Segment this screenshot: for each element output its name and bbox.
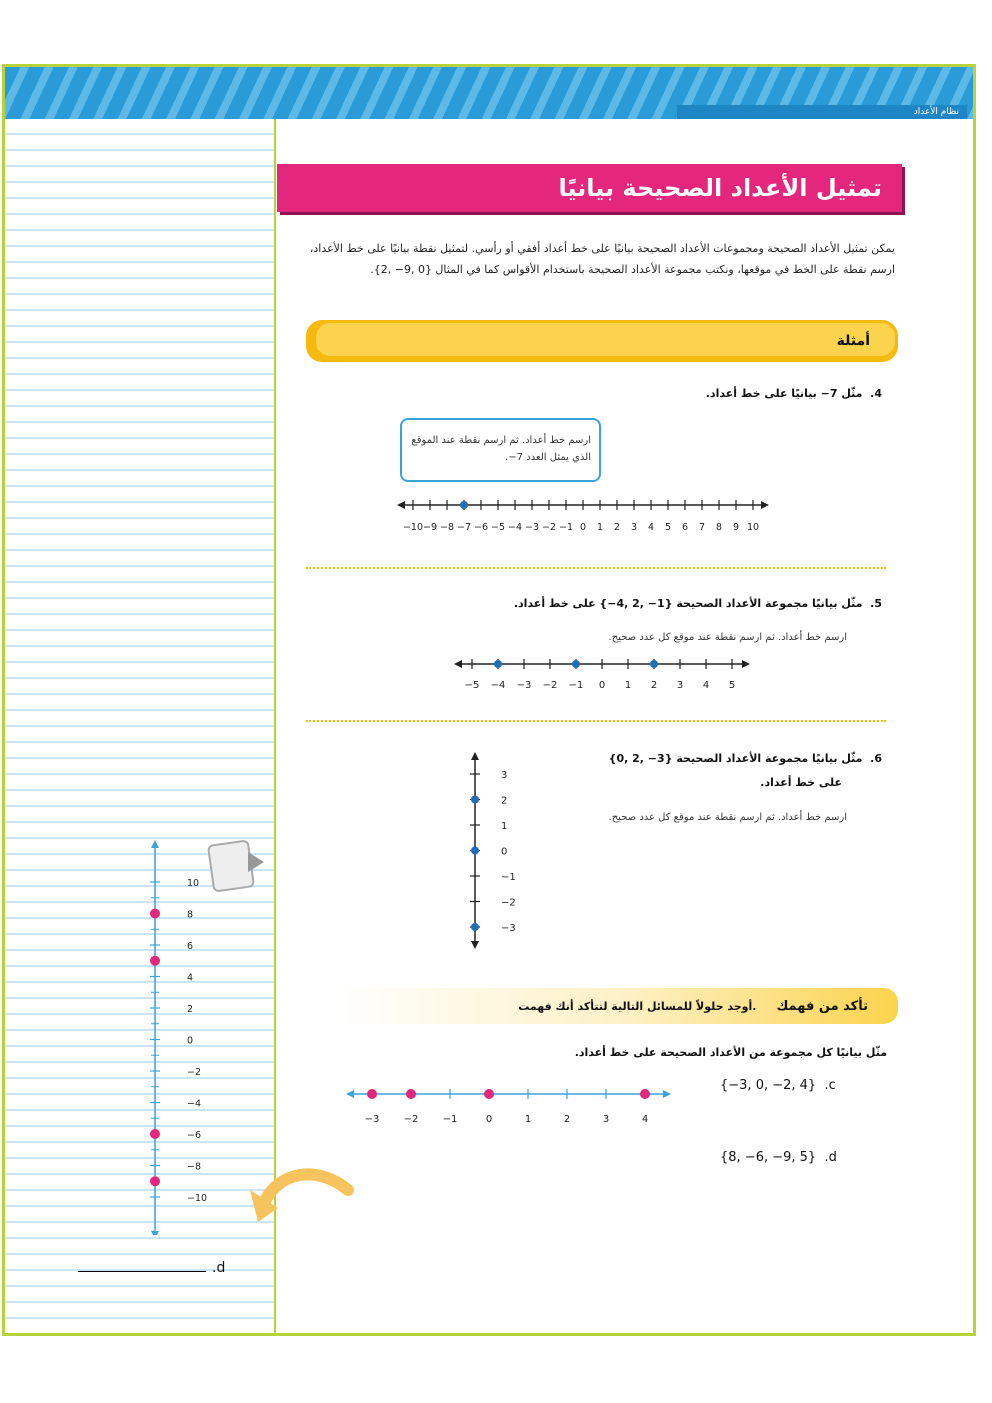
header-bar: [5, 67, 973, 119]
tick-label: 2: [187, 1004, 194, 1015]
tick-label: 5: [728, 680, 736, 691]
example-4-callout: ارسم خط أعداد. ثم ارسم نقطة عند الموقع الذي يمثل العدد 7−.: [400, 418, 601, 482]
tick-label: 2: [563, 1114, 571, 1125]
tick-label: −2: [542, 680, 558, 691]
item-d: [720, 1150, 837, 1165]
example-5-number: 5.: [870, 597, 882, 610]
tick-label: 7: [698, 522, 706, 533]
tick-label: −3: [364, 1114, 380, 1125]
tick-label: −10: [402, 522, 424, 533]
check-instruction: مثّل بيانيًا كل مجموعة من الأعداد الصحيحة على خط أعداد.: [574, 1046, 887, 1059]
tick-label: −1: [442, 1114, 458, 1125]
tick-label: −1: [558, 522, 574, 533]
curved-arrow-icon: [248, 1160, 358, 1240]
tick-label: −2: [541, 522, 557, 533]
example-6-number-line: [455, 748, 525, 953]
tick-label: −6: [473, 522, 489, 533]
plotted-point: [150, 909, 160, 919]
tick-label: −7: [456, 522, 472, 533]
divider-2: [306, 720, 886, 722]
tick-label: 2: [650, 680, 658, 691]
arrow-right-icon: [663, 1090, 671, 1098]
divider-1: [306, 567, 886, 569]
tick-label: 6: [681, 522, 689, 533]
arrow-left-icon: [454, 660, 462, 668]
example-6-text-2: على خط أعداد.: [760, 776, 842, 789]
lesson-title: [277, 164, 902, 212]
tick-label: 4: [641, 1114, 649, 1125]
tick-label: −6: [187, 1130, 202, 1141]
examples-label: أمثلة: [836, 333, 870, 349]
plotted-point: [650, 660, 658, 668]
example-5-text: مثّل بيانيًا مجموعة الأعداد الصحيحة {1− ,2 ,4−} على خط أعداد.: [513, 597, 863, 610]
tick-label: −9: [422, 522, 438, 533]
arrow-left-icon: [397, 501, 405, 509]
arrow-left-icon: [346, 1090, 354, 1098]
plotted-point: [471, 923, 479, 931]
plotted-point: [572, 660, 580, 668]
tick-label: 1: [624, 680, 632, 691]
arrow-right-icon: [248, 852, 264, 872]
tick-label: 0: [579, 522, 587, 533]
arrow-down-icon: [471, 941, 479, 949]
item-d-set: {8, −6, −9, 5}: [720, 1150, 817, 1165]
examples-banner: [306, 320, 898, 362]
tick-label: 1: [596, 522, 604, 533]
check-label: تأكد من فهمك: [776, 998, 868, 1014]
plotted-point: [494, 660, 502, 668]
tick-label: −3: [501, 923, 516, 934]
plotted-point: [367, 1089, 377, 1099]
tick-label: −2: [187, 1067, 202, 1078]
example-4-number-line: [395, 480, 785, 540]
example-6-hint: ارسم خط أعداد. ثم ارسم نقطة عند موقع كل عدد صحيح.: [608, 812, 847, 823]
item-d-letter: .d: [824, 1150, 837, 1165]
tick-label: 0: [187, 1035, 194, 1047]
answer-label: .d: [212, 1260, 226, 1276]
tick-label: 1: [524, 1114, 532, 1125]
tick-label: 0: [598, 680, 606, 691]
lesson-title-text: تمثيل الأعداد الصحيحة بيانيًا: [558, 174, 882, 202]
tick-label: 4: [702, 680, 710, 691]
tick-label: −4: [490, 680, 506, 691]
arrow-right-icon: [742, 660, 750, 668]
item-c-letter: .c: [824, 1078, 836, 1093]
plotted-point: [460, 501, 468, 509]
tick-label: −3: [516, 680, 532, 691]
tick-label: 3: [501, 770, 508, 781]
answer-line[interactable]: [78, 1260, 225, 1276]
tick-label: −1: [501, 872, 516, 883]
tick-label: 4: [187, 972, 194, 984]
tick-label: 10: [746, 522, 760, 533]
tick-label: 3: [630, 522, 638, 533]
tick-label: 0: [485, 1114, 493, 1125]
tick-label: 10: [187, 878, 200, 889]
arrow-down-icon: [151, 1231, 159, 1235]
tick-label: −2: [403, 1114, 419, 1125]
tick-label: 3: [676, 680, 684, 691]
example-4-question: [706, 387, 882, 400]
tick-label: −10: [187, 1193, 208, 1204]
example-5-question: [514, 597, 882, 610]
example-4-number: 4.: [870, 387, 882, 400]
tick-label: −1: [568, 680, 584, 691]
plotted-point: [471, 847, 479, 855]
section-label: نظام الأعداد: [677, 105, 967, 119]
check-banner: [306, 988, 898, 1024]
tick-label: −2: [501, 897, 516, 909]
plotted-point: [406, 1089, 416, 1099]
plotted-point: [150, 956, 160, 966]
tick-label: 1: [501, 821, 508, 832]
tick-label: 5: [664, 522, 672, 533]
plotted-point: [471, 796, 479, 804]
tick-label: 3: [602, 1114, 610, 1125]
tick-label: 8: [715, 522, 723, 533]
arrow-up-icon: [151, 840, 159, 848]
example-4-text: مثّل 7− بيانيًا على خط أعداد.: [705, 387, 863, 400]
example-6-number: 6.: [870, 752, 882, 765]
tick-label: −3: [524, 522, 540, 533]
tick-label: −5: [490, 522, 506, 533]
copyright-text: [948, 1010, 962, 1300]
tick-label: 9: [732, 522, 740, 533]
item-c-set: {−3, 0, −2, 4}: [720, 1078, 817, 1093]
plotted-point: [640, 1089, 650, 1099]
arrow-up-icon: [471, 752, 479, 760]
tick-label: 2: [501, 795, 508, 807]
item-c: [720, 1078, 836, 1093]
example-5-hint: ارسم خط أعداد. ثم ارسم نقطة عند موقع كل عدد صحيح.: [608, 632, 847, 643]
tick-label: −5: [464, 680, 480, 691]
tick-label: 2: [613, 522, 621, 533]
example-6-question: [609, 752, 882, 765]
tick-label: 6: [187, 941, 194, 952]
example-6-text: مثّل بيانيًا مجموعة الأعداد الصحيحة {3− ,2 ,0}: [608, 752, 863, 765]
tick-label: 0: [501, 846, 508, 858]
tick-label: −8: [187, 1161, 202, 1173]
tick-label: −8: [439, 522, 455, 533]
example-5-number-line: [450, 650, 770, 695]
arrow-right-icon: [761, 501, 769, 509]
plotted-point: [150, 1176, 160, 1186]
tick-label: −4: [187, 1098, 202, 1110]
intro-paragraph: يمكن تمثيل الأعداد الصحيحة ومجموعات الأعداد الصحيحة بيانيًا على خط أعداد أفقي أو رأسي. لتمثيل نقطة بيانيًا على خط الأعداد، ارسم نقطة على الخط في موقعها، ونكتب مجموعة الأعداد الصحيحة باستخدام الأقواس كما في المثال {0 ,9− ,2}.: [309, 242, 895, 276]
item-c-number-line: [340, 1080, 690, 1130]
plotted-point: [484, 1089, 494, 1099]
plotted-point: [150, 1129, 160, 1139]
tick-label: 4: [647, 522, 655, 533]
tick-label: 8: [187, 909, 194, 921]
check-text: أوجد حلولاً للمسائل التالية لتتأكد أنك فهمت.: [518, 999, 757, 1013]
tick-label: −4: [507, 522, 523, 533]
